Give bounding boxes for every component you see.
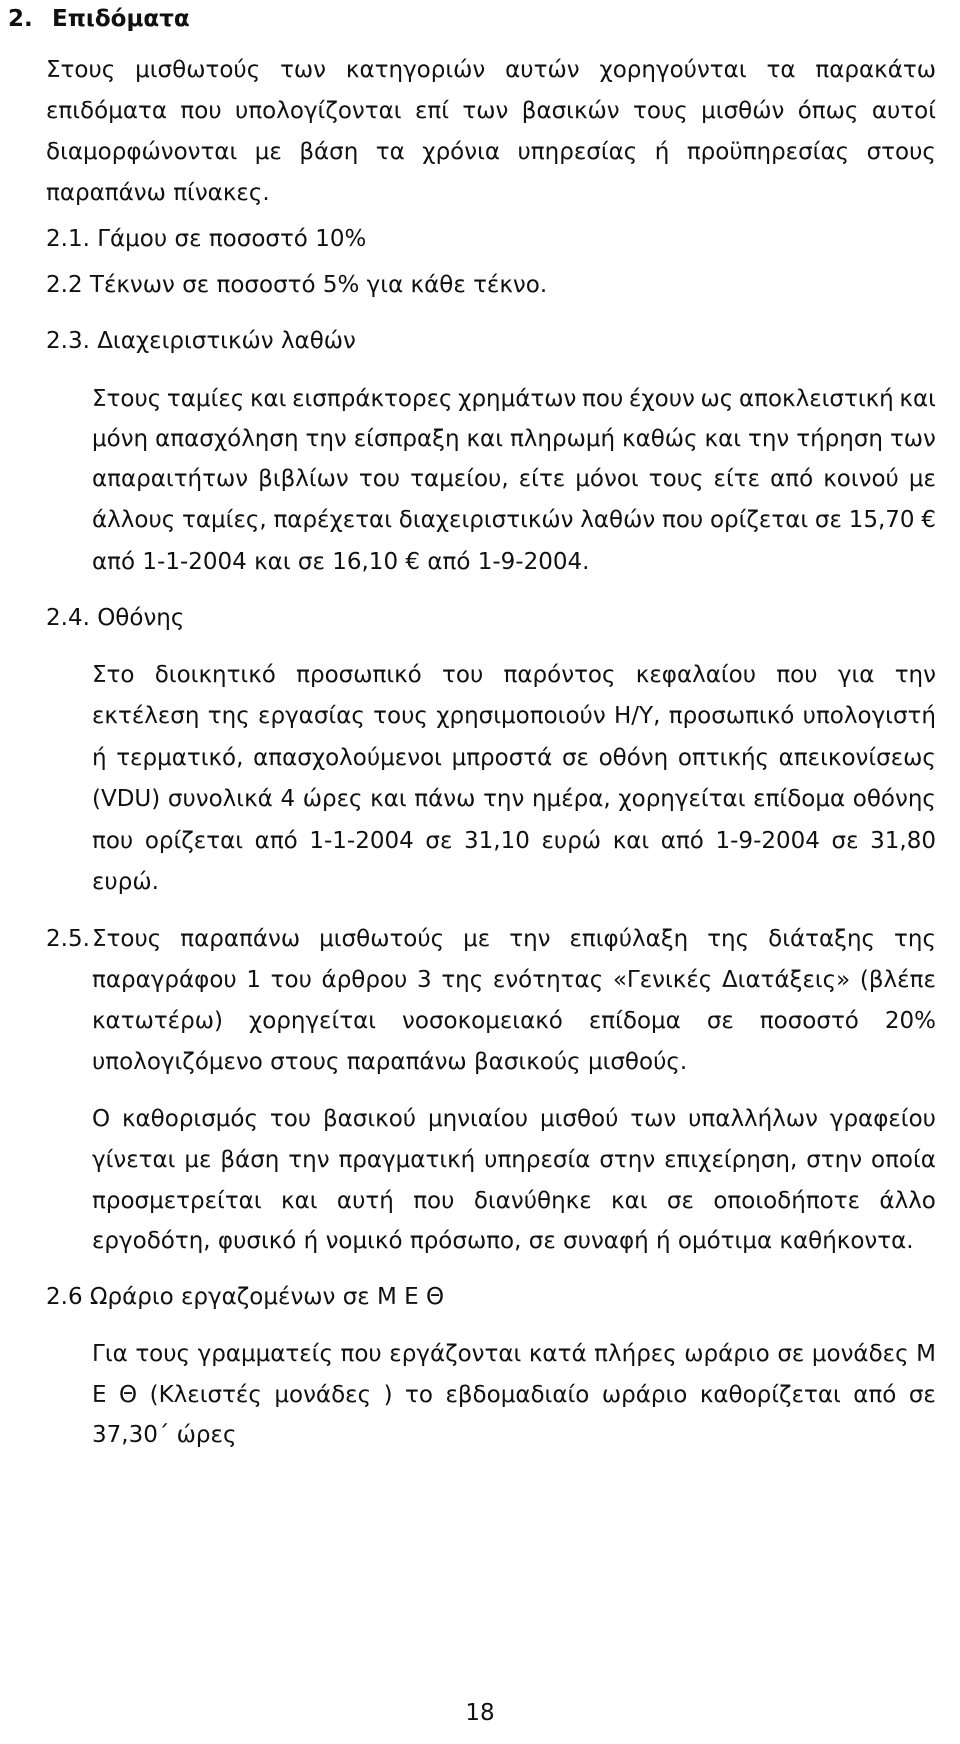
item-2-4-line-2 bbox=[92, 701, 936, 731]
item-2-4-line-3 bbox=[92, 743, 936, 773]
word: καθορίζεται bbox=[699, 1382, 841, 1408]
item-2-2: 2.2 Τέκνων σε ποσοστό 5% για κάθε τέκνο. bbox=[46, 272, 548, 298]
word: με bbox=[254, 139, 282, 165]
item-2-6-line-2 bbox=[92, 1380, 936, 1410]
word: (βλέπε bbox=[859, 967, 936, 993]
word: κατηγοριών bbox=[345, 57, 486, 83]
word: ημέρα, bbox=[531, 786, 611, 812]
word: τα bbox=[766, 57, 796, 83]
word: 4 bbox=[280, 786, 296, 812]
word: μπροστά bbox=[451, 745, 553, 771]
word: που bbox=[413, 1188, 455, 1214]
word: ευρώ bbox=[541, 828, 602, 854]
word: από bbox=[254, 828, 298, 854]
word: σε bbox=[831, 828, 859, 854]
word: που bbox=[180, 98, 222, 124]
page-number: 18 bbox=[465, 1700, 495, 1726]
word: υπολογίζονται bbox=[235, 98, 402, 124]
word: που bbox=[340, 1341, 382, 1367]
word: ενότητας bbox=[492, 967, 604, 993]
word: από bbox=[853, 1382, 897, 1408]
word: προσωπικό bbox=[668, 703, 795, 729]
word: οθόνης bbox=[852, 786, 936, 812]
word: νοσοκομειακό bbox=[402, 1008, 563, 1034]
word: βάση bbox=[299, 139, 359, 165]
item-2-6-line-1 bbox=[92, 1339, 936, 1369]
word: τους bbox=[135, 1341, 191, 1367]
word: παρακάτω bbox=[815, 57, 936, 83]
word: παρέχεται bbox=[273, 507, 392, 533]
word: 1-9-2004 bbox=[715, 828, 820, 854]
word: μισθών bbox=[701, 98, 785, 124]
word: και bbox=[611, 1188, 648, 1214]
word: γραμματείς bbox=[197, 1341, 333, 1367]
word: οθόνη bbox=[598, 745, 669, 771]
word: εκτέλεση bbox=[92, 703, 200, 729]
word: ταμείου, bbox=[410, 466, 509, 492]
word: επιφύλαξη bbox=[569, 926, 689, 952]
word: και bbox=[281, 1188, 318, 1214]
item-2-5-line-2 bbox=[92, 965, 936, 995]
word: αποκλειστική bbox=[738, 386, 894, 412]
word: ορίζεται bbox=[144, 828, 244, 854]
word: παραγράφου bbox=[92, 967, 237, 993]
item-2-4-line-4 bbox=[92, 784, 936, 814]
word: γίνεται bbox=[92, 1147, 176, 1173]
word: του bbox=[442, 662, 484, 688]
word: του bbox=[269, 1106, 312, 1132]
word: σε bbox=[777, 1341, 805, 1367]
word: βιβλίων bbox=[258, 466, 349, 492]
word: γραφείου bbox=[829, 1106, 936, 1132]
item-2-5-p2-line-3 bbox=[92, 1186, 936, 1216]
word: για bbox=[837, 662, 875, 688]
word: ώρες bbox=[302, 786, 363, 812]
word: τους bbox=[648, 466, 704, 492]
word: εργασίας bbox=[258, 703, 365, 729]
item-2-6-heading: 2.6 Ωράριο εργαζομένων σε Μ Ε Θ bbox=[46, 1284, 445, 1310]
word: και bbox=[899, 386, 936, 412]
intro-line-2 bbox=[46, 96, 936, 126]
word: ορίζεται bbox=[709, 507, 809, 533]
word: Η/Υ, bbox=[614, 703, 661, 729]
item-2-5-p2-line-2 bbox=[92, 1145, 936, 1175]
word: την bbox=[288, 1147, 330, 1173]
word: ποσοστό bbox=[759, 1008, 859, 1034]
word: οποία bbox=[871, 1147, 936, 1173]
word: τους bbox=[373, 703, 428, 729]
word: προϋπηρεσίας bbox=[686, 139, 850, 165]
word: 31,10 bbox=[464, 828, 530, 854]
word: των bbox=[630, 1106, 677, 1132]
word: διάταξης bbox=[768, 926, 876, 952]
word: την bbox=[509, 926, 551, 952]
word: πληρωμή bbox=[509, 426, 616, 452]
item-2-4-line-6: ευρώ. bbox=[92, 869, 159, 895]
word: λαθών bbox=[580, 507, 656, 533]
word: μονάδες bbox=[274, 1382, 372, 1408]
word: και bbox=[612, 828, 650, 854]
word: τερματικό, bbox=[116, 745, 244, 771]
word: επιδόματα bbox=[46, 98, 168, 124]
word: που bbox=[776, 662, 818, 688]
item-2-4-heading: 2.4. Οθόνης bbox=[46, 605, 185, 631]
word: βασικού bbox=[322, 1106, 417, 1132]
word: εισπράκτορες bbox=[292, 386, 453, 412]
word: βάση bbox=[220, 1147, 280, 1173]
word: οπτικής bbox=[677, 745, 770, 771]
word: του bbox=[358, 466, 401, 492]
word: την bbox=[747, 426, 790, 452]
word: εργάζονται bbox=[389, 1341, 522, 1367]
word: ) bbox=[383, 1382, 393, 1408]
word: Για bbox=[92, 1341, 128, 1367]
word: με bbox=[184, 1147, 212, 1173]
word: άλλους bbox=[92, 507, 176, 533]
word: τήρηση bbox=[796, 426, 883, 452]
word: 15,70 bbox=[848, 507, 915, 533]
item-2-5-line-1 bbox=[92, 924, 936, 954]
word: τους bbox=[633, 98, 688, 124]
word: ταμίες bbox=[166, 386, 245, 412]
item-2-4-line-1 bbox=[92, 660, 936, 690]
word: Στους bbox=[92, 926, 162, 952]
word: της bbox=[207, 703, 250, 729]
word: που bbox=[582, 386, 624, 412]
word: απασχόληση bbox=[155, 426, 299, 452]
word: αυτοί bbox=[871, 98, 936, 124]
word: διαχειριστικών bbox=[398, 507, 574, 533]
word: επί bbox=[414, 98, 450, 124]
word: με bbox=[908, 466, 936, 492]
word: ή bbox=[92, 745, 107, 771]
word: € bbox=[921, 507, 936, 533]
item-2-1: 2.1. Γάμου σε ποσοστό 10% bbox=[46, 226, 367, 252]
word: προσωπικό bbox=[296, 662, 422, 688]
word: άρθρου bbox=[321, 967, 408, 993]
word: όπως bbox=[797, 98, 859, 124]
word: επίδομα bbox=[588, 1008, 681, 1034]
intro-line-4: παραπάνω πίνακες. bbox=[46, 180, 270, 206]
word: σε bbox=[814, 507, 842, 533]
word: (Κλειστές bbox=[149, 1382, 262, 1408]
word: έχουν bbox=[628, 386, 695, 412]
word: βασικών bbox=[521, 98, 620, 124]
word: παρόντος bbox=[503, 662, 616, 688]
word: και bbox=[370, 786, 407, 812]
word: ταμίες, bbox=[182, 507, 267, 533]
word: σε bbox=[706, 1008, 734, 1034]
word: διανύθηκε bbox=[473, 1188, 592, 1214]
word: της bbox=[707, 926, 750, 952]
word: την bbox=[305, 426, 347, 452]
word: ή bbox=[654, 139, 670, 165]
word: κοινού bbox=[823, 466, 899, 492]
word: χρόνια bbox=[422, 139, 501, 165]
word: διαμορφώνονται bbox=[46, 139, 238, 165]
section-number: 2. bbox=[8, 6, 33, 32]
word: Διατάξεις» bbox=[721, 967, 851, 993]
word: των bbox=[889, 426, 936, 452]
word: κατά bbox=[528, 1341, 587, 1367]
item-2-5-line-3 bbox=[92, 1006, 936, 1036]
word: απασχολούμενοι bbox=[253, 745, 442, 771]
word: είτε bbox=[713, 466, 761, 492]
word: του bbox=[270, 967, 312, 993]
word: χρησιμοποιούν bbox=[436, 703, 606, 729]
word: πάνω bbox=[414, 786, 476, 812]
item-2-4-line-5 bbox=[92, 826, 936, 856]
word: 31,80 bbox=[870, 828, 936, 854]
word: οποιοδήποτε bbox=[713, 1188, 861, 1214]
item-2-5-line-4: υπολογιζόμενο στους παραπάνω βασικούς μισθούς. bbox=[92, 1049, 688, 1075]
item-2-3-line-5: από 1-1-2004 και σε 16,10 € από 1-9-2004. bbox=[92, 549, 590, 575]
word: 1 bbox=[246, 967, 261, 993]
word: Μ bbox=[916, 1341, 936, 1367]
word: πραγματική bbox=[338, 1147, 476, 1173]
word: είσπραξη bbox=[353, 426, 460, 452]
word: ωράριο bbox=[601, 1382, 688, 1408]
word: Ε bbox=[92, 1382, 107, 1408]
word: μόνοι bbox=[575, 466, 639, 492]
word: καθορισμός bbox=[121, 1106, 258, 1132]
word: 1-1-2004 bbox=[309, 828, 414, 854]
word: 20% bbox=[884, 1008, 936, 1034]
word: σε bbox=[908, 1382, 936, 1408]
word: υπηρεσία bbox=[484, 1147, 591, 1173]
word: άλλο bbox=[879, 1188, 936, 1214]
word: κεφαλαίου bbox=[635, 662, 757, 688]
word: χορηγείται bbox=[618, 786, 746, 812]
word: μισθωτούς bbox=[319, 926, 445, 952]
word: διοικητικό bbox=[154, 662, 276, 688]
word: κατωτέρω) bbox=[92, 1008, 223, 1034]
word: σε bbox=[666, 1188, 694, 1214]
word: με bbox=[463, 926, 491, 952]
word: και bbox=[466, 426, 503, 452]
word: από bbox=[660, 828, 704, 854]
word: και bbox=[249, 386, 287, 412]
word: χορηγούνται bbox=[599, 57, 747, 83]
word: υπολογιστή bbox=[802, 703, 936, 729]
intro-line-3 bbox=[46, 137, 936, 167]
word: απεικονίσεως bbox=[778, 745, 936, 771]
word: στην bbox=[599, 1147, 656, 1173]
word: Στους bbox=[92, 386, 162, 412]
word: 3 bbox=[417, 967, 432, 993]
word: προσμετρείται bbox=[92, 1188, 262, 1214]
word: αυτή bbox=[336, 1188, 394, 1214]
item-2-3-heading: 2.3. Διαχειριστικών λαθών bbox=[46, 328, 356, 354]
word: υπαλλήλων bbox=[688, 1106, 818, 1132]
word: παραπάνω bbox=[180, 926, 301, 952]
word: ως bbox=[700, 386, 734, 412]
section-title: Επιδόματα bbox=[52, 6, 190, 32]
word: συνολικά bbox=[167, 786, 273, 812]
word: των bbox=[462, 98, 509, 124]
word: σε bbox=[425, 828, 453, 854]
word: χρημάτων bbox=[458, 386, 577, 412]
word: στους bbox=[866, 139, 936, 165]
word: που bbox=[661, 507, 704, 533]
word: αυτών bbox=[505, 57, 580, 83]
word: στην bbox=[806, 1147, 863, 1173]
word: Στους bbox=[46, 57, 116, 83]
word: της bbox=[441, 967, 484, 993]
item-2-3-line-1 bbox=[92, 384, 936, 414]
word: «Γενικές bbox=[612, 967, 713, 993]
word: επιχείρηση, bbox=[664, 1147, 798, 1173]
item-2-5-p2-line-4: εργοδότη, φυσικό ή νομικό πρόσωπο, σε συναφή ή ομότιμα καθήκοντα. bbox=[92, 1228, 914, 1254]
word: που bbox=[92, 828, 134, 854]
word: μισθωτούς bbox=[135, 57, 261, 83]
word: επίδομα bbox=[753, 786, 846, 812]
item-2-5-p2-line-1 bbox=[92, 1104, 936, 1134]
word: μισθού bbox=[539, 1106, 619, 1132]
word: ωράριο bbox=[684, 1341, 770, 1367]
word: και bbox=[704, 426, 742, 452]
word: της bbox=[894, 926, 936, 952]
word: την bbox=[483, 786, 525, 812]
word: Στο bbox=[92, 662, 135, 688]
word: από bbox=[770, 466, 814, 492]
item-2-3-line-2 bbox=[92, 424, 936, 454]
word: εβδομαδιαίο bbox=[445, 1382, 590, 1408]
item-2-3-line-4 bbox=[92, 505, 936, 535]
item-2-5-number: 2.5. bbox=[46, 926, 90, 952]
word: τα bbox=[375, 139, 405, 165]
word: Θ bbox=[119, 1382, 138, 1408]
word: χορηγείται bbox=[248, 1008, 377, 1034]
word: πλήρες bbox=[594, 1341, 677, 1367]
word: μονάδες bbox=[811, 1341, 909, 1367]
word: υπηρεσίας bbox=[517, 139, 638, 165]
word: μηνιαίου bbox=[427, 1106, 529, 1132]
word: καθώς bbox=[622, 426, 698, 452]
item-2-3-line-3 bbox=[92, 464, 936, 494]
word: απαραιτήτων bbox=[92, 466, 249, 492]
item-2-6-line-3: 37,30΄ ώρες bbox=[92, 1422, 237, 1448]
word: Ο bbox=[92, 1106, 111, 1132]
intro-line-1 bbox=[46, 55, 936, 85]
word: είτε bbox=[518, 466, 566, 492]
word: των bbox=[280, 57, 327, 83]
word: (VDU) bbox=[92, 786, 161, 812]
word: μόνη bbox=[92, 426, 149, 452]
word: την bbox=[894, 662, 936, 688]
word: το bbox=[405, 1382, 433, 1408]
word: σε bbox=[561, 745, 589, 771]
